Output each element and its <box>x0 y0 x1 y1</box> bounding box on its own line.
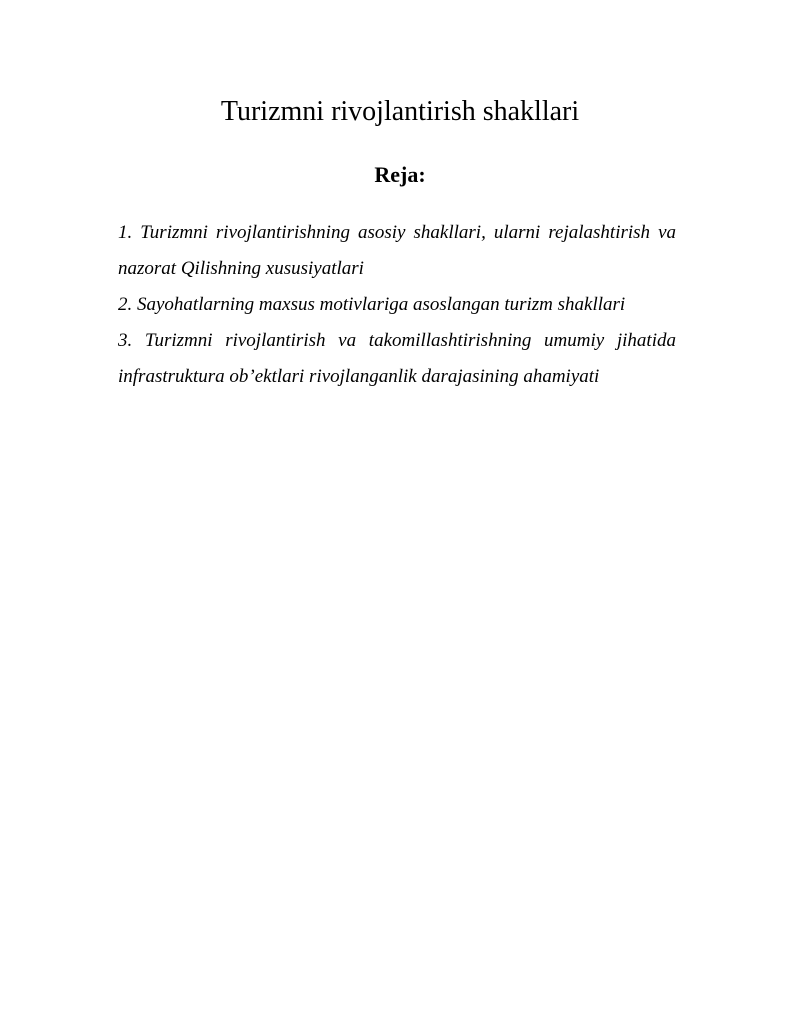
plan-item-2: 2. Sayohatlarning maxsus motivlariga asoslangan turizm shakllari <box>118 294 626 315</box>
document-title: Turizmni rivojlantirish shakllari <box>220 96 580 127</box>
plan-heading: Reja: <box>374 162 426 187</box>
plan-item-3: 3. Turizmni rivojlantirish va takomillashtirishning umumiy jihatida infrastruktura ob’ektlari rivojlanganlik darajasining ahamiyati <box>118 330 676 387</box>
plan-list <box>118 215 676 395</box>
plan-item-1: 1. Turizmni rivojlantirishning asosiy shakllari, ularni rejalashtirish va nazorat Qilishning xususiyatlari <box>118 222 676 279</box>
